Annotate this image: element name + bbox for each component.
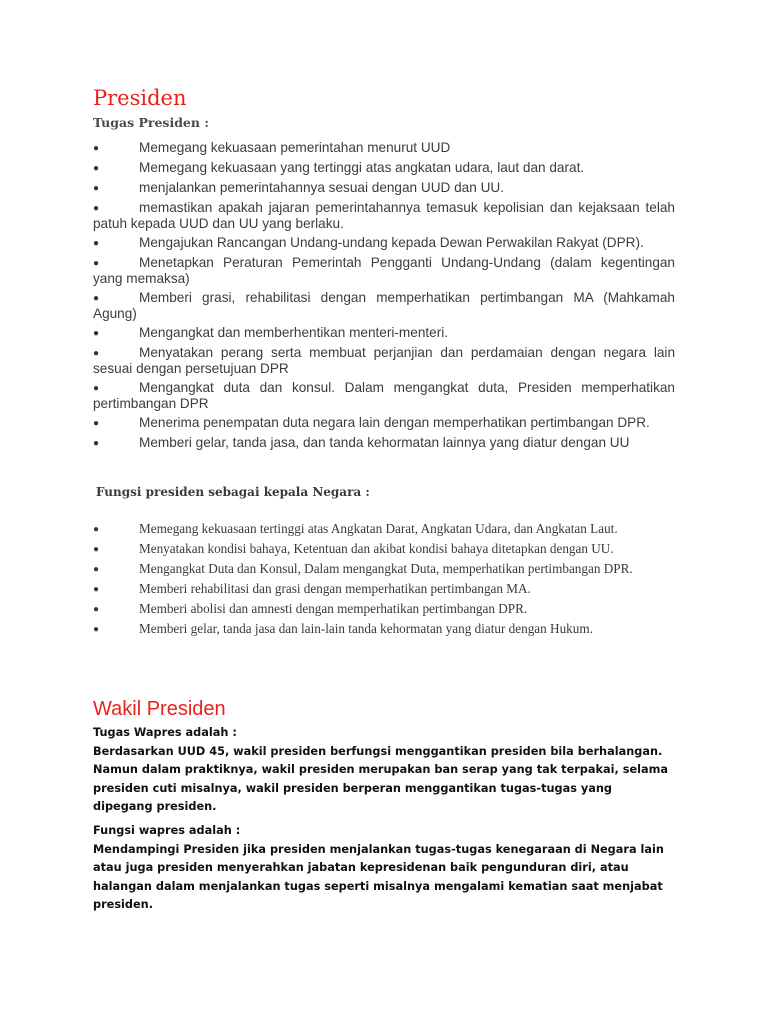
tugas-presiden-list [93, 140, 675, 455]
list-item: ● Memberi rehabilitasi dan grasi dengan memperhatikan pertimbangan MA. [93, 581, 531, 596]
fungsi-presiden-list [93, 521, 675, 641]
bullet-icon: ● [93, 604, 100, 615]
bullet-icon: ● [93, 348, 100, 359]
list-item: ● Memberi gelar, tanda jasa, dan tanda kehormatan lainnya yang diatur dengan UU [93, 435, 630, 450]
bullet-icon: ● [93, 183, 100, 194]
bullet-icon: ● [93, 143, 100, 154]
list-item: ● menjalankan pemerintahannya sesuai dengan UUD dan UU. [93, 180, 504, 195]
list-item: ● Memegang kekuasaan yang tertinggi atas angkatan udara, laut dan darat. [93, 160, 585, 175]
bullet-icon: ● [93, 238, 100, 249]
tugas-wapres-section [93, 724, 675, 817]
list-item: ● Memegang kekuasaan pemerintahan menurut UUD [93, 140, 451, 155]
list-item: ● Memberi abolisi dan amnesti dengan memperhatikan pertimbangan DPR. [93, 601, 528, 616]
list-item: ● Menetapkan Peraturan Pemerintah Pengganti Undang-Undang (dalam kegentingan yang memaksa) [93, 255, 675, 286]
wakil-presiden-title: Wakil Presiden [93, 698, 226, 720]
bullet-icon: ● [93, 524, 100, 535]
bullet-icon: ● [93, 564, 100, 575]
bullet-icon: ● [93, 418, 100, 429]
list-item: ● Mengangkat dan memberhentikan menteri-menteri. [93, 325, 449, 340]
tugas-presiden-heading: Tugas Presiden : [93, 115, 209, 130]
bullet-icon: ● [93, 203, 100, 214]
tugas-wapres-text: Berdasarkan UUD 45, wakil presiden berfungsi menggantikan presiden bila berhalangan. Namun dalam praktiknya, wakil presiden merupakan ban serap yang tak terpakai, selama presiden cuti misalnya, wakil presiden berperan menggantikan tugas-tugas yang dipegang presiden. [93, 744, 669, 813]
list-item: ● Mengangkat duta dan konsul. Dalam mengangkat duta, Presiden memperhatikan pertimbangan DPR [93, 380, 675, 411]
list-item: ● Menerima penempatan duta negara lain dengan memperhatikan pertimbangan DPR. [93, 415, 650, 430]
bullet-icon: ● [93, 584, 100, 595]
bullet-icon: ● [93, 624, 100, 635]
presiden-title: Presiden [93, 86, 187, 110]
fungsi-wapres-text: Mendampingi Presiden jika presiden menjalankan tugas-tugas kenegaraan di Negara lain atau juga presiden menyerahkan jabatan kepresidenan baik pengunduran diri, atau halangan dalam menjalankan tugas seperti misalnya mengalami kematian saat menjabat presiden. [93, 842, 664, 911]
fungsi-wapres-section [93, 822, 675, 915]
fungsi-presiden-heading: Fungsi presiden sebagai kepala Negara : [96, 485, 370, 499]
fungsi-wapres-heading: Fungsi wapres adalah : [93, 824, 241, 837]
list-item: ● Mengangkat Duta dan Konsul, Dalam mengangkat Duta, memperhatikan pertimbangan DPR. [93, 561, 633, 576]
list-item: ● Menyatakan perang serta membuat perjanjian dan perdamaian dengan negara lain sesuai dengan persetujuan DPR [93, 345, 675, 376]
list-item: ● memastikan apakah jajaran pemerintahannya temasuk kepolisian dan kejaksaan telah patuh kepada UUD dan UU yang berlaku. [93, 200, 675, 231]
bullet-icon: ● [93, 293, 100, 304]
bullet-icon: ● [93, 163, 100, 174]
tugas-wapres-heading: Tugas Wapres adalah : [93, 726, 237, 739]
bullet-icon: ● [93, 383, 100, 394]
list-item: ● Mengajukan Rancangan Undang-undang kepada Dewan Perwakilan Rakyat (DPR). [93, 235, 644, 250]
list-item: ● Menyatakan kondisi bahaya, Ketentuan dan akibat kondisi bahaya ditetapkan dengan UU. [93, 541, 614, 556]
bullet-icon: ● [93, 544, 100, 555]
bullet-icon: ● [93, 258, 100, 269]
bullet-icon: ● [93, 438, 100, 449]
list-item: ● Memberi gelar, tanda jasa dan lain-lain tanda kehormatan yang diatur dengan Hukum. [93, 621, 593, 636]
bullet-icon: ● [93, 328, 100, 339]
list-item: ● Memberi grasi, rehabilitasi dengan memperhatikan pertimbangan MA (Mahkamah Agung) [93, 290, 675, 321]
list-item: ● Memegang kekuasaan tertinggi atas Angkatan Darat, Angkatan Udara, dan Angkatan Laut. [93, 521, 618, 536]
